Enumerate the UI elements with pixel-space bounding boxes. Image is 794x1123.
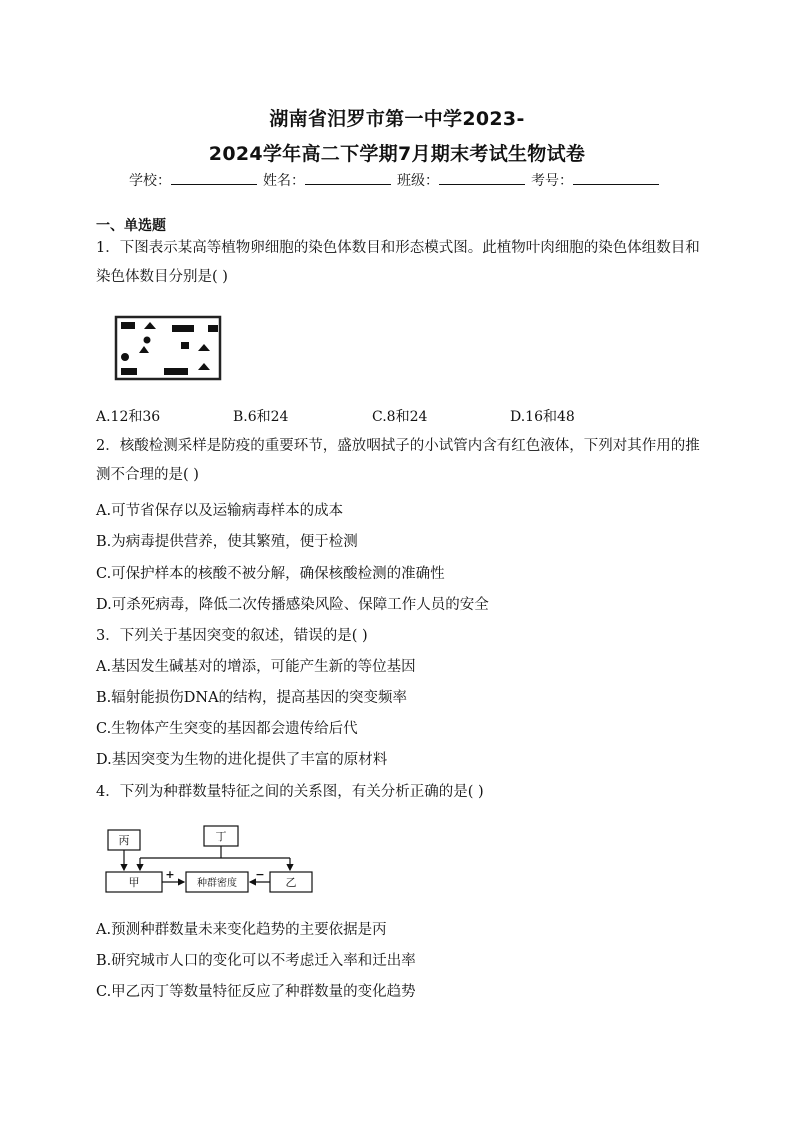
q4-option-b: B.研究城市人口的变化可以不考虑迁入率和迁出率 (96, 953, 416, 969)
q1-option-d: D.16和48 (510, 409, 575, 425)
q4-option-a: A.预测种群数量未来变化趋势的主要依据是丙 (96, 922, 387, 938)
q1-option-c: C.8和24 (372, 409, 428, 425)
q1-option-a: A.12和36 (96, 409, 161, 425)
chromosome-diagram (114, 315, 222, 381)
plus-sign: + (165, 868, 175, 881)
name-blank (305, 171, 391, 185)
box-ding-label: 丁 (215, 830, 227, 843)
q4-option-c: C.甲乙丙丁等数量特征反应了种群数量的变化趋势 (96, 984, 416, 1000)
school-label: 学校： (129, 173, 171, 189)
population-relationship-diagram (100, 818, 320, 898)
q3-option-a: A.基因发生碱基对的增添，可能产生新的等位基因 (96, 659, 416, 675)
q2-option-c: C.可保护样本的核酸不被分解，确保核酸检测的准确性 (96, 566, 445, 582)
question-3-text: 3．下列关于基因突变的叙述，错误的是( ) (96, 628, 368, 644)
school-blank (171, 171, 257, 185)
number-blank (573, 171, 659, 185)
box-density-label: 种群密度 (197, 878, 237, 889)
class-blank (439, 171, 525, 185)
box-yi-label: 乙 (285, 876, 297, 889)
q1-option-b: B.6和24 (233, 409, 289, 425)
student-info-line (0, 170, 794, 190)
class-label: 班级： (397, 173, 439, 189)
q2-option-d: D.可杀死病毒，降低二次传播感染风险、保障工作人员的安全 (96, 597, 489, 613)
q3-option-c: C.生物体产生突变的基因都会遗传给后代 (96, 721, 358, 737)
question-4-text: 4．下列为种群数量特征之间的关系图，有关分析正确的是( ) (96, 784, 484, 800)
name-label: 姓名： (263, 173, 305, 189)
box-jia-label: 甲 (128, 876, 140, 889)
minus-sign: − (255, 868, 265, 881)
exam-title-line2: 2024学年高二下学期7月期末考试生物试卷 (208, 143, 586, 165)
section-heading: 一、单选题 (96, 218, 166, 234)
q2-option-a: A.可节省保存以及运输病毒样本的成本 (96, 503, 344, 519)
box-bing-label: 丙 (118, 834, 130, 847)
question-2-text: 2．核酸检测采样是防疫的重要环节，盛放咽拭子的小试管内含有红色液体，下列对其作用的推测不合理的是( ) (96, 438, 700, 483)
exam-title-line1: 湖南省汨罗市第一中学2023- (269, 108, 525, 130)
q2-option-b: B.为病毒提供营养，使其繁殖，便于检测 (96, 534, 358, 550)
q3-option-d: D.基因突变为生物的进化提供了丰富的原材料 (96, 752, 388, 768)
number-label: 考号： (531, 173, 573, 189)
q3-option-b: B.辐射能损伤DNA的结构，提高基因的突变频率 (96, 690, 408, 706)
question-1-text: 1．下图表示某高等植物卵细胞的染色体数目和形态模式图。此植物叶肉细胞的染色体组数目和染色体数目分别是( ) (96, 240, 700, 285)
